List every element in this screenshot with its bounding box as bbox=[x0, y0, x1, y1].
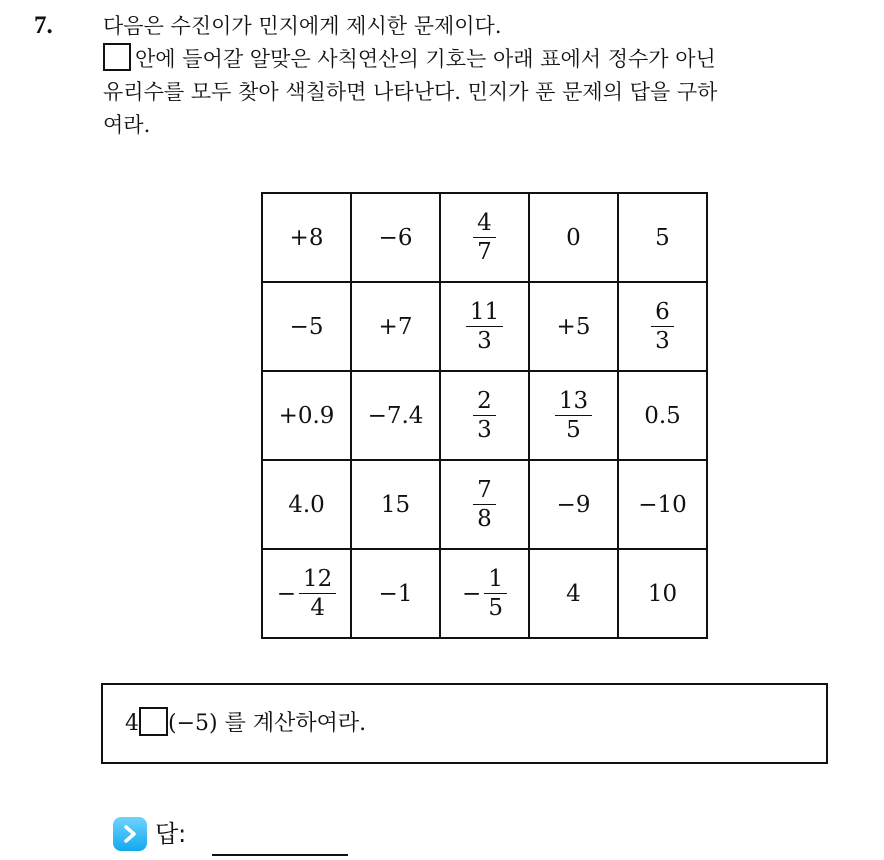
cell-value: −6 bbox=[378, 224, 413, 251]
cell-value: 0.5 bbox=[644, 402, 681, 429]
cell-value: 15 bbox=[380, 491, 411, 518]
grid-cell[interactable] bbox=[529, 460, 618, 549]
fraction bbox=[473, 476, 496, 532]
grid-cell[interactable] bbox=[351, 549, 440, 638]
cell-value: −5 bbox=[289, 313, 324, 340]
grid-cell[interactable] bbox=[529, 282, 618, 371]
cell-value: 0 bbox=[566, 224, 581, 251]
fraction-denominator: 3 bbox=[477, 416, 492, 443]
prompt-line-1: 다음은 수진이가 민지에게 제시한 문제이다. bbox=[103, 14, 502, 38]
cell-value: 4.0 bbox=[288, 491, 325, 518]
chevron-right-icon bbox=[113, 817, 147, 851]
grid-cell[interactable] bbox=[440, 460, 529, 549]
fraction-denominator: 4 bbox=[310, 594, 325, 621]
grid-cell[interactable] bbox=[351, 193, 440, 282]
grid-cell[interactable] bbox=[351, 371, 440, 460]
grid-row bbox=[262, 371, 707, 460]
cell-value: 5 bbox=[655, 224, 670, 251]
grid-cell[interactable] bbox=[262, 193, 351, 282]
fraction-numerator: 12 bbox=[299, 568, 336, 594]
cell-value: +0.9 bbox=[278, 402, 335, 429]
fraction-denominator: 3 bbox=[655, 327, 670, 354]
grid-row bbox=[262, 460, 707, 549]
problem-prefix: 4 bbox=[125, 711, 139, 736]
fraction-denominator: 3 bbox=[477, 327, 492, 354]
grid-cell[interactable] bbox=[440, 282, 529, 371]
chevron-right-svg-icon bbox=[119, 823, 141, 845]
grid-row bbox=[262, 549, 707, 638]
problem-suffix: (−5) 를 계산하여라. bbox=[168, 711, 367, 736]
fraction-denominator: 8 bbox=[477, 505, 492, 532]
prompt-line-2 bbox=[103, 43, 868, 76]
grid-cell[interactable] bbox=[351, 282, 440, 371]
answer-label: 답: bbox=[155, 820, 187, 848]
cell-value: +7 bbox=[378, 313, 413, 340]
answer-input-line[interactable] bbox=[212, 854, 348, 856]
cell-value: +5 bbox=[556, 313, 591, 340]
fraction-sign: − bbox=[462, 580, 482, 607]
grid-cell[interactable] bbox=[618, 193, 707, 282]
cell-value: +8 bbox=[289, 224, 324, 251]
cell-value: −10 bbox=[638, 491, 687, 518]
prompt-line-2-text: 안에 들어갈 알맞은 사칙연산의 기호는 아래 표에서 정수가 아닌 bbox=[135, 47, 716, 71]
fraction bbox=[484, 565, 507, 621]
operator-blank-icon bbox=[139, 707, 168, 736]
grid-cell[interactable] bbox=[262, 371, 351, 460]
cell-value: −7.4 bbox=[367, 402, 424, 429]
fraction bbox=[466, 298, 503, 354]
grid-cell[interactable] bbox=[529, 371, 618, 460]
prompt-line-4: 여라. bbox=[103, 113, 151, 137]
grid-cell[interactable] bbox=[618, 282, 707, 371]
fraction-numerator: 11 bbox=[466, 301, 503, 327]
fraction-denominator: 5 bbox=[488, 594, 503, 621]
grid-cell[interactable] bbox=[529, 193, 618, 282]
fraction bbox=[555, 387, 592, 443]
fraction-numerator: 1 bbox=[484, 568, 507, 594]
grid-cell[interactable] bbox=[262, 282, 351, 371]
blank-box-icon bbox=[103, 43, 131, 71]
fraction-numerator: 4 bbox=[473, 212, 496, 238]
cell-value: 4 bbox=[566, 580, 581, 607]
grid-cell[interactable] bbox=[440, 371, 529, 460]
question-number: 7. bbox=[34, 12, 53, 39]
grid-cell[interactable] bbox=[262, 460, 351, 549]
grid-row bbox=[262, 282, 707, 371]
cell-value: −1 bbox=[378, 580, 413, 607]
fraction bbox=[473, 387, 496, 443]
grid-cell[interactable] bbox=[262, 549, 351, 638]
grid-cell[interactable] bbox=[618, 371, 707, 460]
fraction-numerator: 7 bbox=[473, 479, 496, 505]
fraction-sign: − bbox=[276, 580, 296, 607]
grid-cell[interactable] bbox=[440, 549, 529, 638]
fraction bbox=[651, 298, 674, 354]
fraction-numerator: 13 bbox=[555, 390, 592, 416]
grid-cell[interactable] bbox=[618, 549, 707, 638]
fraction-denominator: 7 bbox=[477, 238, 492, 265]
grid-cell[interactable] bbox=[351, 460, 440, 549]
cell-value: 10 bbox=[647, 580, 678, 607]
prompt-line-3: 유리수를 모두 찾아 색칠하면 나타난다. 민지가 푼 문제의 답을 구하 bbox=[103, 80, 718, 104]
grid-cell[interactable] bbox=[529, 549, 618, 638]
grid-cell[interactable] bbox=[618, 460, 707, 549]
fraction-numerator: 6 bbox=[651, 301, 674, 327]
fraction-numerator: 2 bbox=[473, 390, 496, 416]
fraction bbox=[299, 565, 336, 621]
grid-cell[interactable] bbox=[440, 193, 529, 282]
number-grid bbox=[261, 192, 708, 639]
problem-expression bbox=[125, 707, 366, 739]
problem-box bbox=[101, 683, 828, 764]
grid-row bbox=[262, 193, 707, 282]
fraction bbox=[473, 209, 496, 265]
cell-value: −9 bbox=[556, 491, 591, 518]
fraction-denominator: 5 bbox=[566, 416, 581, 443]
question-prompt bbox=[103, 10, 868, 142]
